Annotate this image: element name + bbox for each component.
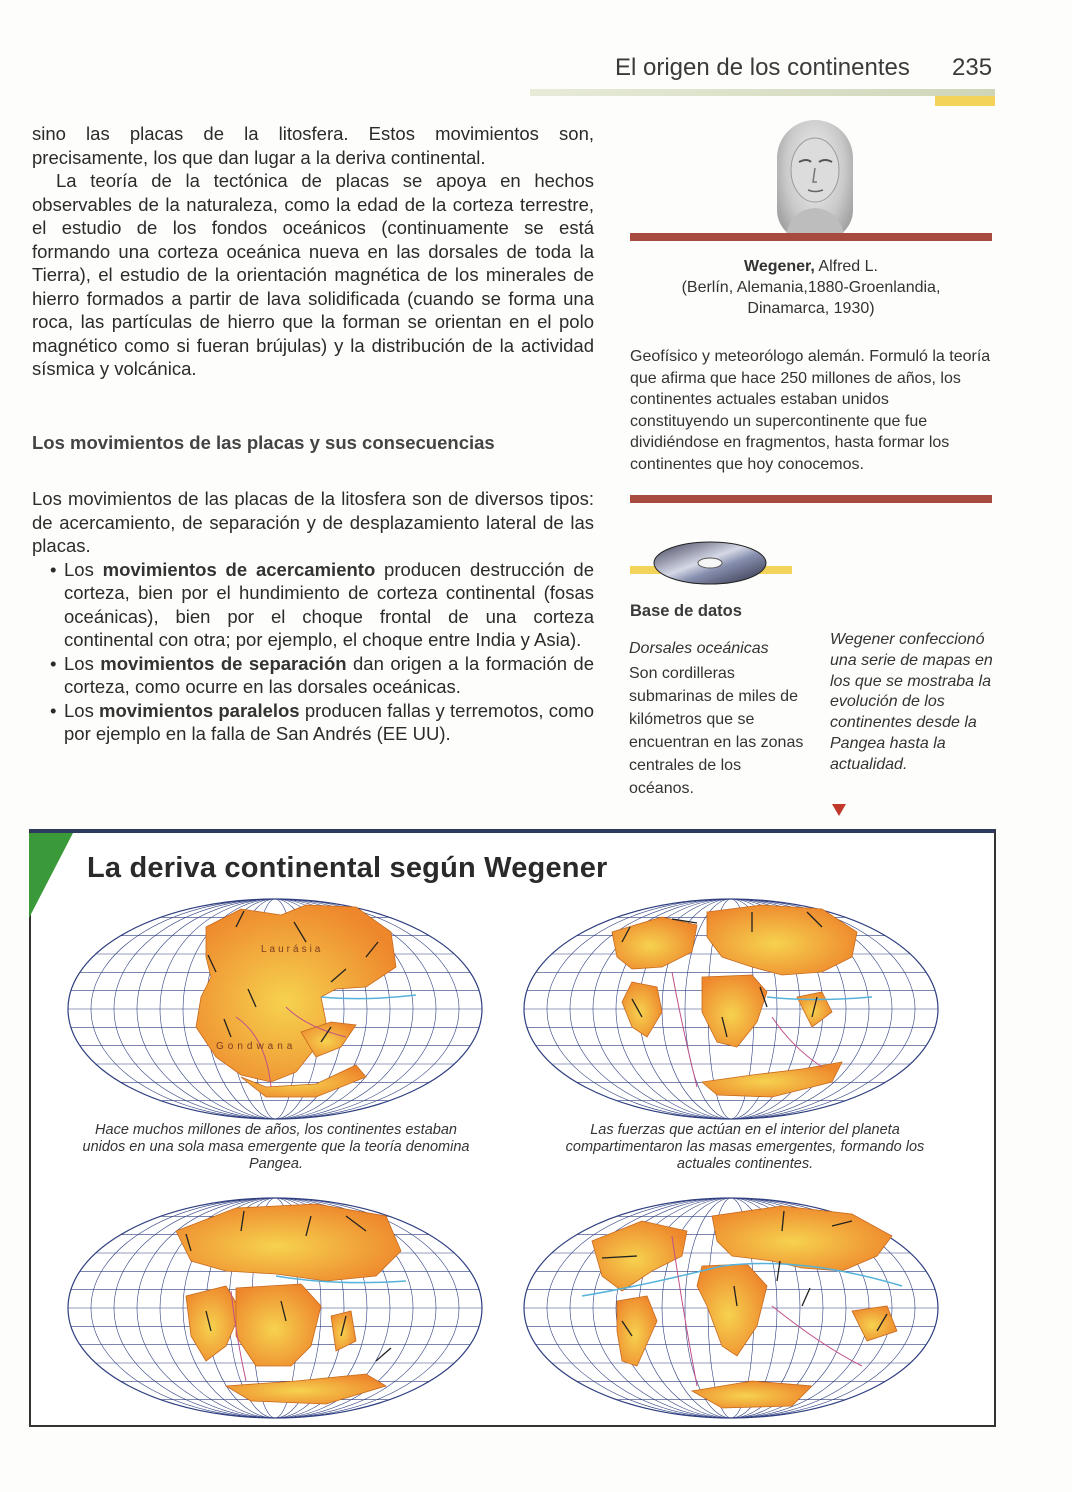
- movement-list: [32, 558, 594, 746]
- figure-title: La deriva continental según Wegener: [87, 852, 608, 884]
- list-item: • Los movimientos de separación dan origen a la formación de corteza, como ocurre en las dorsales oceánicas.: [32, 652, 594, 699]
- map-stage-2: [522, 897, 940, 1122]
- header-rule: [530, 89, 995, 96]
- map-pangea: [66, 897, 484, 1122]
- wegener-portrait: [777, 120, 853, 240]
- map-stage-3: [66, 1196, 484, 1421]
- database-definition: Son cordilleras submarinas de miles de kilómetros que se encuentran en las zonas centrales de los océanos.: [629, 665, 804, 797]
- intro-paragraph: Los movimientos de las placas de la litosfera son de diversos tipos: de acercamiento, de separación y de desplazamiento lateral de las placas.: [32, 488, 594, 556]
- page-number: 235: [952, 54, 993, 81]
- running-head: El origen de los continentes: [615, 54, 910, 81]
- section-subheading: Los movimientos de las placas y sus consecuencias: [32, 432, 495, 453]
- database-note: Wegener confeccionó una serie de mapas en los que se mostraba la evolución de los continentes desde la Pangea hasta la actualidad.: [830, 631, 993, 773]
- list-item: • Los movimientos de acercamiento producen destrucción de corteza, bien por el hundimiento de corteza continental (fosas oceánicas), bien por el choque frontal de una corteza continental con otra; por ejemplo, el choque entre India y Asia).: [32, 558, 594, 652]
- triangle-down-icon: [832, 804, 846, 816]
- map-present: [522, 1196, 940, 1421]
- label-gondwana: Gondwana: [216, 1041, 297, 1052]
- paragraph: La teoría de la tectónica de placas se apoya en hechos observables de la naturaleza, como la edad de la corteza terrestre, el estudio de los fondos oceánicos (continuamente se está formando una corteza oceánica nueva en las dorsales de toda la Tierra), el estudio de la orientación magnética de los minerales de hierro formados a partir de lava solidificada (cuando se forma una roca, las partículas de hierro que la forman se orientan en el polo magnético como si fueran brújulas) y la distribución de la actividad sísmica y volcánica.: [32, 170, 594, 379]
- list-item: • Los movimientos paralelos producen fallas y terremotos, como por ejemplo en la falla de San Andrés (EE UU).: [32, 699, 594, 746]
- database-term: Dorsales oceánicas: [629, 640, 769, 657]
- bio-bottom-rule: [630, 495, 992, 503]
- caption-stage-2: Las fuerzas que actúan en el interior del planeta compartimentaron las masas emergentes, formando los actuales continentes.: [565, 1122, 925, 1172]
- body-text-top: [32, 122, 594, 381]
- header-tab: [935, 96, 995, 106]
- database-heading: Base de datos: [630, 602, 742, 620]
- cd-disc-icon: [650, 540, 770, 586]
- body-text-bottom: [32, 487, 594, 746]
- bio-top-rule: [630, 233, 992, 241]
- caption-pangea: Hace muchos millones de años, los continentes estaban unidos en una sola masa emergente que la teoría denomina Pangea.: [82, 1122, 470, 1172]
- bio-text: Geofísico y meteorólogo alemán. Formuló la teoría que afirma que hace 250 millones de años, los continentes actuales estaban unidos constituyendo un supercontinente que fue dividiéndose en fragmentos, hasta formar los continentes que hoy conocemos.: [630, 348, 991, 473]
- label-laurasia: Laurásia: [261, 944, 324, 955]
- bio-name: Wegener, Alfred L. (Berlín, Alemania,1880-Groenlandia, Dinamarca, 1930): [681, 258, 941, 317]
- portrait-face-icon: [777, 120, 853, 240]
- paragraph: sino las placas de la litosfera. Estos movimientos son, precisamente, los que dan lugar a la deriva continental.: [32, 123, 594, 168]
